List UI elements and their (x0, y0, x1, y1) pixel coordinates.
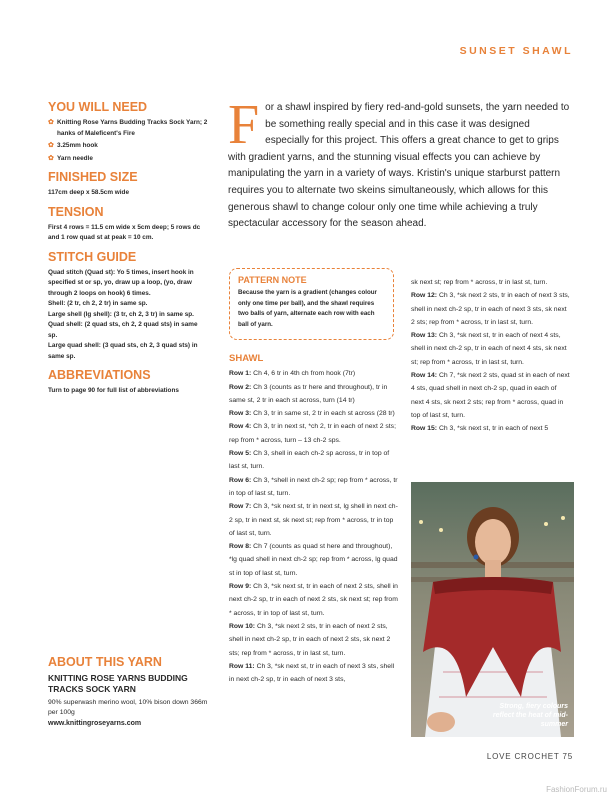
pattern-row: Row 14: Ch 7, *sk next 2 sts, quad st in each of next 4 sts, quad shell in next ch-2 sp, quad in each of next 4 sts, sk next 2 sts; rep from * across, quad in top of last st, turn. (411, 372, 570, 419)
yarn-name: KNITTING ROSE YARNS BUDDING TRACKS SOCK YARN (48, 673, 188, 694)
pattern-row: Row 4: Ch 3, tr in next st, *ch 2, tr in each of next 2 sts; rep from * across, turn – 13 ch-2 sps. (229, 423, 396, 444)
stitch-guide-item: Shell: (2 tr, ch 2, 2 tr) in same sp. (48, 300, 148, 307)
abbreviations-section (48, 368, 208, 397)
stitch-guide-item: Quad stitch (Quad st): Yo 5 times, insert hook in specified st or sp, yo, draw up a loop, (yo, draw through 2 loops on hook) 6 times. (48, 268, 194, 297)
watermark: FashionForum.ru (546, 785, 607, 794)
pattern-row: Row 12: Ch 3, *sk next 2 sts, tr in each of next 3 sts, shell in next ch-2 sp, tr in each of next 3 sts, sk next 2 sts; rep from * across, tr in last st, turn. (411, 292, 570, 326)
star-icon: ✿ (48, 154, 54, 162)
pattern-note-heading: PATTERN NOTE (238, 275, 307, 285)
star-icon: ✿ (48, 142, 54, 149)
pattern-row: Row 1: Ch 4, 6 tr in 4th ch from hook (7tr) (229, 370, 356, 378)
intro-text: or a shawl inspired by fiery red-and-gold sunsets, the yarn needed to be something really special and in this case it was designed especially for this project. This offers a great chance to get to grips with gradient yarns, and the stunning visual effects you can achieve by manipulating the yarn in a variety of ways. Kristin's unique starburst pattern requires you to alternate two skeins simultaneously, which allows for this generous shawl to change colour only one time while achieving a truly spectacular accessory for the season ahead. (228, 102, 570, 230)
finished-size-section (48, 170, 208, 199)
you-will-need-section (48, 100, 208, 164)
pattern-row: Row 6: Ch 3, *shell in next ch-2 sp; rep from * across, tr in top of last st, turn. (229, 476, 398, 497)
abbreviations-text: Turn to page 90 for full list of abbreviations (48, 387, 179, 394)
yarn-description: 90% superwash merino wool, 10% bison down 366m per 100g (48, 699, 208, 716)
pattern-row: Row 2: Ch 3 (counts as tr here and throughout), tr in same st, 2 tr in each st across, turn (14 tr) (229, 383, 388, 404)
page-section-title: SUNSET SHAWL (459, 45, 573, 57)
list-item: ✿ Knitting Rose Yarns Budding Tracks Sock Yarn; 2 hanks of Maleficent's Fire (48, 119, 208, 137)
pattern-note-box (229, 268, 394, 340)
about-yarn-section (48, 655, 218, 727)
drop-cap: F (228, 94, 260, 156)
shawl-instructions-right (411, 276, 571, 436)
pattern-row: Row 13: Ch 3, *sk next st, tr in each of next 4 sts, shell in next ch-2 sp, tr in each of next 4 sts, sk next st; rep from * across, tr in last st, turn. (411, 332, 567, 366)
model-wearing-shawl-image (411, 482, 574, 737)
page-footer: LOVE CROCHET 75 (486, 752, 573, 761)
stitch-guide-item: Large quad shell: (3 quad sts, ch 2, 3 quad sts) in same sp. (48, 342, 198, 360)
yarn-website-link[interactable]: www.knittingroseyarns.com (48, 720, 142, 727)
pattern-row: Row 7: Ch 3, *sk next st, tr in next st, lg shell in next ch-2 sp, tr in next st, sk next st; rep from * across, tr in top of last st, turn. (229, 503, 398, 537)
tension-heading: TENSION (48, 204, 104, 219)
list-item: ✿ Yarn needle (48, 154, 208, 165)
pattern-row: Row 3: Ch 3, tr in same st, 2 tr in each st across (28 tr) (229, 410, 395, 418)
shawl-instructions-left (229, 352, 399, 686)
intro-paragraph (228, 94, 573, 233)
pattern-row: Row 10: Ch 3, *sk next 2 sts, tr in each of next 2 sts, shell in next ch-2 sp, tr in each of next 2 sts, sk next 2 sts; rep from * across, tr in last st, turn. (229, 622, 391, 657)
finished-size-heading: FINISHED SIZE (48, 170, 138, 184)
list-item: ✿ 3.25mm hook (48, 141, 208, 152)
pattern-row-continuation: sk next st; rep from * across, tr in last st, turn. (411, 279, 548, 286)
tension-section (48, 205, 208, 244)
model-photo (411, 482, 574, 737)
stitch-guide-item: Large shell (lg shell): (3 tr, ch 2, 3 tr) in same sp. (48, 310, 194, 318)
pattern-note-text: Because the yarn is a gradient (changes colour only one time per ball), and the shawl requires two balls of yarn, alternate each row with each ball of yarn. (238, 289, 377, 328)
abbreviations-heading: ABBREVIATIONS (48, 368, 151, 382)
left-sidebar (48, 100, 208, 403)
pattern-row: Row 9: Ch 3, *sk next st, tr in each of next 2 sts, shell in next ch-2 sp, tr in each of next 2 sts, sk next st; rep from * across, tr in top of last st, turn. (229, 583, 398, 617)
tension-text: First 4 rows = 11.5 cm wide x 5cm deep; 5 rows dc and 1 row quad st at peak = 10 cm. (48, 223, 201, 241)
about-yarn-heading: ABOUT THIS YARN (48, 655, 162, 669)
star-icon: ✿ (48, 119, 54, 126)
pattern-row: Row 5: Ch 3, shell in each ch-2 sp across, tr in top of last st, turn. (229, 450, 390, 471)
finished-size-text: 117cm deep x 58.5cm wide (48, 189, 129, 196)
pattern-row: Row 8: Ch 7 (counts as quad st here and throughout), *lg quad shell in next ch-2 sp; rep from * across, lg quad st in top of last st, turn. (229, 543, 398, 577)
photo-caption: Strong, fiery colours reflect the heat of mid-summer (492, 703, 568, 728)
you-will-need-heading: YOU WILL NEED (48, 100, 148, 114)
stitch-guide-item: Quad shell: (2 quad sts, ch 2, 2 quad sts) in same sp. (48, 321, 198, 339)
shawl-heading: SHAWL (229, 353, 264, 364)
stitch-guide-section (48, 250, 208, 363)
pattern-row: Row 11: Ch 3, *sk next st, tr in each of next 3 sts, shell in next ch-2 sp, tr in each of next 3 sts, (229, 662, 395, 684)
stitch-guide-heading: STITCH GUIDE (48, 249, 137, 264)
pattern-row: Row 15: Ch 3, *sk next st, tr in each of next 5 (411, 425, 549, 433)
